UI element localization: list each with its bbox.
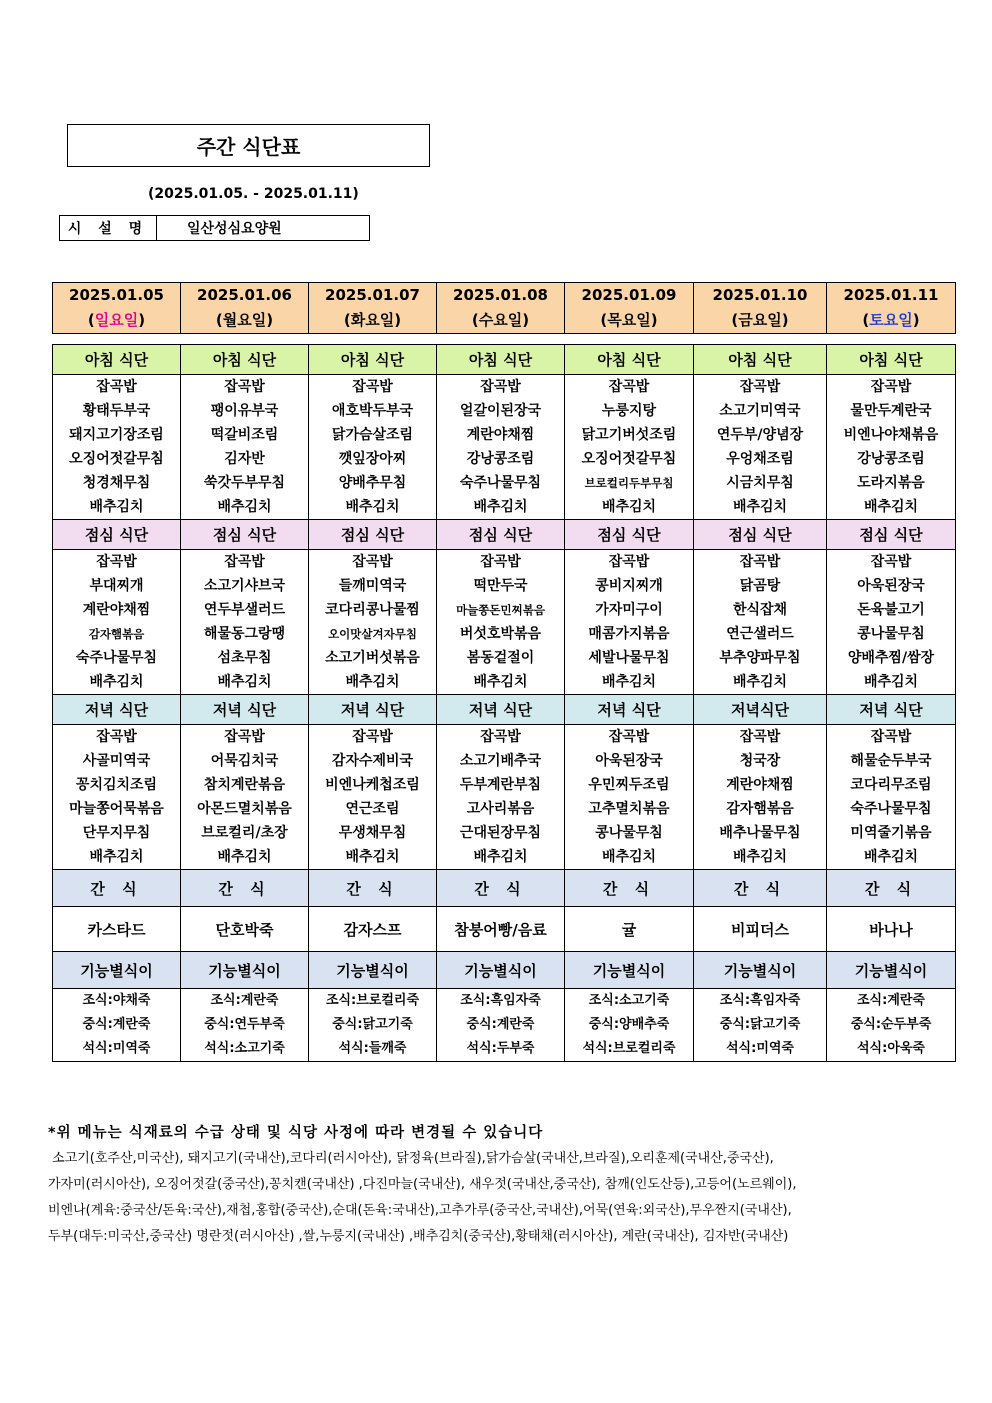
- menu-item: 팽이유부국: [210, 403, 279, 419]
- menu-item: 오징어젓갈무침: [581, 451, 677, 467]
- menu-item: 마늘쫑어묵볶음: [69, 801, 164, 817]
- menu-item: 소고기배추국: [459, 753, 542, 769]
- breakfast-header-row: [53, 345, 956, 375]
- day-header: [309, 283, 437, 334]
- menu-item: 배추김치: [345, 849, 400, 865]
- menu-item: 애호박두부국: [331, 403, 414, 419]
- menu-item: 배추김치: [863, 499, 919, 515]
- menu-item: 돈육불고기: [857, 602, 925, 618]
- lunch-header: 점심 식단: [53, 520, 181, 550]
- menu-item: 배추김치: [473, 849, 528, 865]
- dinner-cell: [694, 725, 827, 870]
- menu-item: 소고기버섯볶음: [325, 650, 420, 666]
- menu-item: 잡곡밥: [352, 729, 393, 745]
- functional-item: 조식:브로컬리죽: [325, 993, 420, 1008]
- day-date: 2025.01.10: [712, 286, 808, 304]
- breakfast-cell: [181, 375, 309, 520]
- functional-header: 기능별식이: [309, 952, 437, 989]
- lunch-header: 점심 식단: [181, 520, 309, 550]
- functional-item: 석식:미역죽: [82, 1041, 151, 1056]
- functional-item: 석식:두부죽: [466, 1041, 535, 1056]
- functional-header: 기능별식이: [565, 952, 694, 989]
- menu-item: 황태두부국: [82, 403, 151, 419]
- functional-item: 석식:미역죽: [726, 1041, 794, 1056]
- day-weekday: 월요일: [222, 311, 267, 329]
- day-date: 2025.01.07: [325, 286, 420, 304]
- snack-header: 간 식: [694, 870, 827, 907]
- menu-item: 잡곡밥: [480, 554, 521, 570]
- paren-open: (: [343, 311, 351, 329]
- functional-item: 중식:계란죽: [82, 1017, 151, 1032]
- functional-cell: [437, 989, 565, 1062]
- menu-item: 닭가슴살조림: [331, 427, 414, 443]
- menu-item: 소고기미역국: [719, 403, 801, 419]
- menu-item: 두부계란부침: [459, 777, 542, 793]
- facility-box: [59, 215, 370, 241]
- functional-item: 석식:아욱죽: [857, 1041, 925, 1056]
- menu-item: 물만두계란국: [850, 403, 932, 419]
- menu-item: 배추김치: [473, 499, 528, 515]
- origin-line: 비엔나(계육:중국산/돈육:국산),재첩,홍합(중국산),순대(돈육:국내산),고추가루(중국산,국내산),어묵(연육:외국산),무우짠지(국내산),: [48, 1203, 792, 1218]
- menu-item: 버섯호박볶음: [459, 626, 542, 642]
- menu-item: 소고기샤브국: [203, 578, 286, 594]
- origin-line: 가자미(러시아산), 오징어젓갈(중국산),꽁치캔(국내산) ,다진마늘(국내산), 새우젓(국내산,중국산), 참깨(인도산등),고등어(노르웨이),: [48, 1177, 797, 1192]
- menu-item: 근대된장무침: [459, 825, 542, 841]
- snack-item: 비피더스: [694, 907, 827, 952]
- menu-item: 강낭콩조림: [857, 451, 925, 467]
- menu-item: 감자햄볶음: [726, 801, 794, 817]
- functional-item: 조식:흑임자죽: [460, 993, 541, 1008]
- functional-item: 중식:닭고기죽: [332, 1017, 413, 1032]
- day-weekday: 목요일: [607, 311, 651, 329]
- paren-close: ): [781, 311, 789, 329]
- functional-item: 석식:브로컬리죽: [582, 1041, 676, 1056]
- menu-item: 배추김치: [89, 499, 144, 515]
- menu-item: 배추김치: [217, 674, 272, 690]
- menu-item: 잡곡밥: [352, 379, 393, 395]
- menu-item: 연두부샐러드: [203, 602, 286, 618]
- paren-open: (: [215, 311, 223, 329]
- menu-item: 우엉채조림: [726, 451, 794, 467]
- paren-open: (: [600, 311, 608, 329]
- menu-item: 오징어젓갈무침: [69, 451, 164, 467]
- menu-item: 배추김치: [473, 674, 528, 690]
- menu-item: 배추김치: [601, 499, 657, 515]
- menu-item: 부대찌개: [89, 578, 144, 594]
- menu-item: 떡갈비조림: [210, 427, 279, 443]
- day-header: [437, 283, 565, 334]
- breakfast-cell: [565, 375, 694, 520]
- menu-item: 사골미역국: [82, 753, 151, 769]
- page-title: 주간 식단표: [196, 135, 301, 159]
- functional-item: 석식:소고기죽: [204, 1041, 285, 1056]
- day-date: 2025.01.09: [581, 286, 677, 304]
- weekly-menu-table: [52, 282, 956, 1062]
- breakfast-header: 아침 식단: [309, 345, 437, 375]
- menu-item: 잡곡밥: [608, 379, 650, 395]
- snack-header: 간 식: [437, 870, 565, 907]
- menu-item: 배추김치: [601, 674, 657, 690]
- functional-item: 중식:순두부죽: [850, 1017, 932, 1032]
- snack-item: 단호박죽: [181, 907, 309, 952]
- menu-item: 참치계란볶음: [203, 777, 286, 793]
- breakfast-cell: [53, 375, 181, 520]
- snack-item: 카스타드: [53, 907, 181, 952]
- day-weekday: 금요일: [738, 311, 782, 329]
- menu-item: 어묵김치국: [210, 753, 279, 769]
- dinner-cell: [437, 725, 565, 870]
- menu-item: 잡곡밥: [96, 729, 137, 745]
- menu-item: 아욱된장국: [857, 578, 925, 594]
- menu-item: 배추김치: [345, 499, 400, 515]
- menu-item: 청국장: [739, 753, 781, 769]
- menu-item: 꽁치김치조림: [75, 777, 158, 793]
- dinner-cell: [309, 725, 437, 870]
- menu-item: 마늘쫑돈민찌볶음: [456, 603, 545, 617]
- menu-item: 연근샐러드: [726, 626, 794, 642]
- menu-item: 잡곡밥: [739, 729, 781, 745]
- menu-item: 아몬드멸치볶음: [197, 801, 292, 817]
- breakfast-header: 아침 식단: [565, 345, 694, 375]
- breakfast-cell: [309, 375, 437, 520]
- facility-label: 시 설 명: [60, 216, 157, 240]
- breakfast-cell: [694, 375, 827, 520]
- menu-item: 계란야채찜: [726, 777, 794, 793]
- menu-item: 닭고기버섯조림: [581, 427, 677, 443]
- dinner-header: 저녁 식단: [53, 695, 181, 725]
- day-header: [565, 283, 694, 334]
- lunch-cell: [53, 550, 181, 695]
- menu-item: 양배추찜/쌈장: [847, 650, 935, 666]
- dinner-items-row: [53, 725, 956, 870]
- dinner-header: 저녁 식단: [827, 695, 956, 725]
- menu-item: 잡곡밥: [480, 379, 521, 395]
- menu-item: 배추나물무침: [719, 825, 801, 841]
- dinner-header: 저녁 식단: [309, 695, 437, 725]
- lunch-cell: [437, 550, 565, 695]
- menu-item: 매콤가지볶음: [588, 626, 670, 642]
- lunch-header: 점심 식단: [437, 520, 565, 550]
- menu-item: 잡곡밥: [870, 554, 912, 570]
- day-header: [53, 283, 181, 334]
- snack-item: 바나나: [827, 907, 956, 952]
- breakfast-cell: [827, 375, 956, 520]
- functional-cell: [181, 989, 309, 1062]
- dinner-cell: [181, 725, 309, 870]
- menu-item: 코다리무조림: [850, 777, 932, 793]
- dinner-header-row: [53, 695, 956, 725]
- functional-cell: [565, 989, 694, 1062]
- breakfast-header: 아침 식단: [53, 345, 181, 375]
- menu-item: 쑥갓두부무침: [203, 475, 286, 491]
- day-header: [694, 283, 827, 334]
- snack-header: 간 식: [827, 870, 956, 907]
- functional-cell: [827, 989, 956, 1062]
- functional-item: 중식:양배추죽: [588, 1017, 670, 1032]
- menu-item: 배추김치: [863, 849, 919, 865]
- menu-item: 봄동겉절이: [466, 650, 535, 666]
- paren-close: ): [266, 311, 274, 329]
- menu-item: 연근조림: [345, 801, 400, 817]
- lunch-header: 점심 식단: [309, 520, 437, 550]
- dinner-header: 저녁 식단: [437, 695, 565, 725]
- snack-item: 감자스프: [309, 907, 437, 952]
- breakfast-header: 아침 식단: [827, 345, 956, 375]
- functional-item: 조식:야채죽: [82, 993, 151, 1008]
- menu-item: 닭곰탕: [739, 578, 781, 594]
- snack-header: 간 식: [565, 870, 694, 907]
- menu-item: 연두부/양념장: [716, 427, 804, 443]
- menu-item: 비엔나야채볶음: [843, 427, 939, 443]
- menu-item: 들깨미역국: [338, 578, 407, 594]
- menu-item: 양배추무침: [338, 475, 407, 491]
- dinner-cell: [565, 725, 694, 870]
- menu-item: 계란야채찜: [466, 427, 535, 443]
- menu-item: 청경채무침: [82, 475, 151, 491]
- menu-item: 떡만두국: [473, 578, 528, 594]
- lunch-cell: [309, 550, 437, 695]
- breakfast-cell: [437, 375, 565, 520]
- lunch-header: 점심 식단: [827, 520, 956, 550]
- paren-open: (: [87, 311, 95, 329]
- paren-close: ): [650, 311, 658, 329]
- menu-item: 부추양파무침: [719, 650, 801, 666]
- paren-close: ): [394, 311, 402, 329]
- menu-item: 한식잡채: [732, 602, 788, 618]
- functional-cell: [309, 989, 437, 1062]
- menu-item: 숙주나물무침: [459, 475, 542, 491]
- lunch-cell: [827, 550, 956, 695]
- origin-line: 두부(대두:미국산,중국산) 명란젓(러시아산) ,쌀,누룽지(국내산) ,배추김치(중국산),황태채(러시아산), 계란(국내산), 김자반(국내산): [48, 1229, 789, 1244]
- menu-item: 배추김치: [217, 849, 272, 865]
- menu-item: 잡곡밥: [870, 379, 912, 395]
- menu-item: 배추김치: [89, 674, 144, 690]
- day-header: [181, 283, 309, 334]
- menu-item: 잡곡밥: [870, 729, 912, 745]
- date-row: [53, 283, 956, 334]
- menu-item: 비엔나케첩조림: [325, 777, 420, 793]
- dinner-header: 저녁 식단: [565, 695, 694, 725]
- functional-item: 중식:닭고기죽: [719, 1017, 801, 1032]
- dinner-cell: [53, 725, 181, 870]
- functional-cell: [694, 989, 827, 1062]
- menu-item: 숙주나물무침: [75, 650, 158, 666]
- snack-header-row: [53, 870, 956, 907]
- menu-item: 오이맛살겨자무침: [328, 627, 417, 641]
- menu-item: 가자미구이: [595, 602, 663, 618]
- menu-item: 아욱된장국: [595, 753, 663, 769]
- menu-item: 고추멸치볶음: [588, 801, 670, 817]
- menu-item: 코다리콩나물찜: [325, 602, 420, 618]
- menu-item: 도라지볶음: [857, 475, 925, 491]
- menu-item: 브로컬리/초장: [201, 825, 288, 841]
- paren-open: (: [731, 311, 739, 329]
- menu-item: 콩비지찌개: [595, 578, 663, 594]
- snack-header: 간 식: [181, 870, 309, 907]
- menu-item: 잡곡밥: [739, 379, 781, 395]
- menu-item: 계란야채찜: [82, 602, 151, 618]
- menu-item: 김자반: [224, 451, 265, 467]
- day-weekday: 화요일: [350, 311, 395, 329]
- menu-item: 강낭콩조림: [466, 451, 535, 467]
- menu-item: 배추김치: [732, 674, 788, 690]
- menu-item: 해물순두부국: [850, 753, 932, 769]
- lunch-header: 점심 식단: [694, 520, 827, 550]
- menu-item: 돼지고기장조림: [69, 427, 164, 443]
- functional-item: 조식:소고기죽: [588, 993, 670, 1008]
- paren-open: (: [862, 311, 870, 329]
- paren-close: ): [138, 311, 146, 329]
- page-title-box: [67, 124, 430, 167]
- menu-item: 배추김치: [89, 849, 144, 865]
- menu-item: 잡곡밥: [608, 554, 650, 570]
- origin-notes: [48, 1120, 948, 1250]
- menu-item: 잡곡밥: [224, 729, 265, 745]
- day-date: 2025.01.05: [69, 286, 164, 304]
- breakfast-header: 아침 식단: [694, 345, 827, 375]
- menu-item: 배추김치: [732, 499, 788, 515]
- menu-item: 배추김치: [863, 674, 919, 690]
- functional-header: 기능별식이: [437, 952, 565, 989]
- facility-name: 일산성심요양원: [187, 221, 282, 237]
- menu-item: 숙주나물무침: [850, 801, 932, 817]
- functional-item: 조식:계란죽: [857, 993, 925, 1008]
- menu-item: 콩나물무침: [595, 825, 663, 841]
- menu-item: 브로컬리두부무침: [584, 476, 674, 490]
- lunch-items-row: [53, 550, 956, 695]
- snack-item: 참붕어빵/음료: [437, 907, 565, 952]
- menu-item: 감자수제비국: [331, 753, 414, 769]
- paren-close: ): [522, 311, 530, 329]
- menu-item: 깻잎장아찌: [338, 451, 407, 467]
- functional-header: 기능별식이: [827, 952, 956, 989]
- menu-item: 잡곡밥: [96, 379, 137, 395]
- menu-item: 누룽지탕: [601, 403, 657, 419]
- snack-items-row: [53, 907, 956, 952]
- dinner-cell: [827, 725, 956, 870]
- breakfast-header: 아침 식단: [437, 345, 565, 375]
- menu-item: 해물동그랑땡: [203, 626, 286, 642]
- menu-item: 잡곡밥: [608, 729, 650, 745]
- lunch-cell: [565, 550, 694, 695]
- breakfast-header: 아침 식단: [181, 345, 309, 375]
- menu-item: 잡곡밥: [352, 554, 393, 570]
- day-date: 2025.01.11: [843, 286, 939, 304]
- functional-item: 조식:흑임자죽: [719, 993, 801, 1008]
- menu-item: 잡곡밥: [96, 554, 137, 570]
- lunch-header-row: [53, 520, 956, 550]
- breakfast-items-row: [53, 375, 956, 520]
- lunch-cell: [181, 550, 309, 695]
- functional-item: 중식:연두부죽: [204, 1017, 285, 1032]
- functional-item: 석식:들깨죽: [338, 1041, 407, 1056]
- functional-item: 중식:계란죽: [466, 1017, 535, 1032]
- menu-item: 잡곡밥: [739, 554, 781, 570]
- menu-item: 콩나물무침: [857, 626, 925, 642]
- functional-cell: [53, 989, 181, 1062]
- day-date: 2025.01.08: [453, 286, 548, 304]
- paren-close: ): [912, 311, 920, 329]
- snack-header: 간 식: [53, 870, 181, 907]
- menu-item: 감자햄볶음: [88, 627, 145, 641]
- functional-header: 기능별식이: [694, 952, 827, 989]
- day-date: 2025.01.06: [197, 286, 292, 304]
- menu-item: 미역줄기볶음: [850, 825, 932, 841]
- period-range: (2025.01.05. - 2025.01.11): [148, 186, 359, 202]
- menu-item: 배추김치: [345, 674, 400, 690]
- menu-item: 잡곡밥: [224, 379, 265, 395]
- snack-header: 간 식: [309, 870, 437, 907]
- menu-item: 배추김치: [601, 849, 657, 865]
- functional-header: 기능별식이: [53, 952, 181, 989]
- menu-item: 섬초무침: [217, 650, 272, 666]
- menu-item: 잡곡밥: [224, 554, 265, 570]
- lunch-header: 점심 식단: [565, 520, 694, 550]
- menu-item: 잡곡밥: [480, 729, 521, 745]
- menu-item: 배추김치: [732, 849, 788, 865]
- menu-item: 시금치무침: [726, 475, 794, 491]
- day-weekday: 토요일: [869, 311, 913, 329]
- dinner-header: 저녁식단: [694, 695, 827, 725]
- menu-item: 고사리볶음: [466, 801, 535, 817]
- day-weekday: 일요일: [94, 311, 139, 329]
- day-weekday: 수요일: [478, 311, 523, 329]
- snack-item: 귤: [565, 907, 694, 952]
- change-notice: *위 메뉴는 식재료의 수급 상태 및 식당 사정에 따라 변경될 수 있습니다: [48, 1125, 544, 1141]
- menu-item: 세발나물무침: [588, 650, 670, 666]
- day-header: [827, 283, 956, 334]
- functional-items-row: [53, 989, 956, 1062]
- dinner-header: 저녁 식단: [181, 695, 309, 725]
- functional-header: 기능별식이: [181, 952, 309, 989]
- menu-item: 우민찌두조림: [588, 777, 670, 793]
- functional-header-row: [53, 952, 956, 989]
- menu-item: 단무지무침: [82, 825, 151, 841]
- menu-item: 무생채무침: [338, 825, 407, 841]
- paren-open: (: [471, 311, 479, 329]
- menu-item: 배추김치: [217, 499, 272, 515]
- lunch-cell: [694, 550, 827, 695]
- functional-item: 조식:계란죽: [210, 993, 279, 1008]
- menu-item: 얼갈이된장국: [459, 403, 542, 419]
- origin-line: 소고기(호주산,미국산), 돼지고기(국내산),코다리(러시아산), 닭정육(브라질),닭가슴살(국내산,브라질),오리훈제(국내산,중국산),: [48, 1151, 774, 1166]
